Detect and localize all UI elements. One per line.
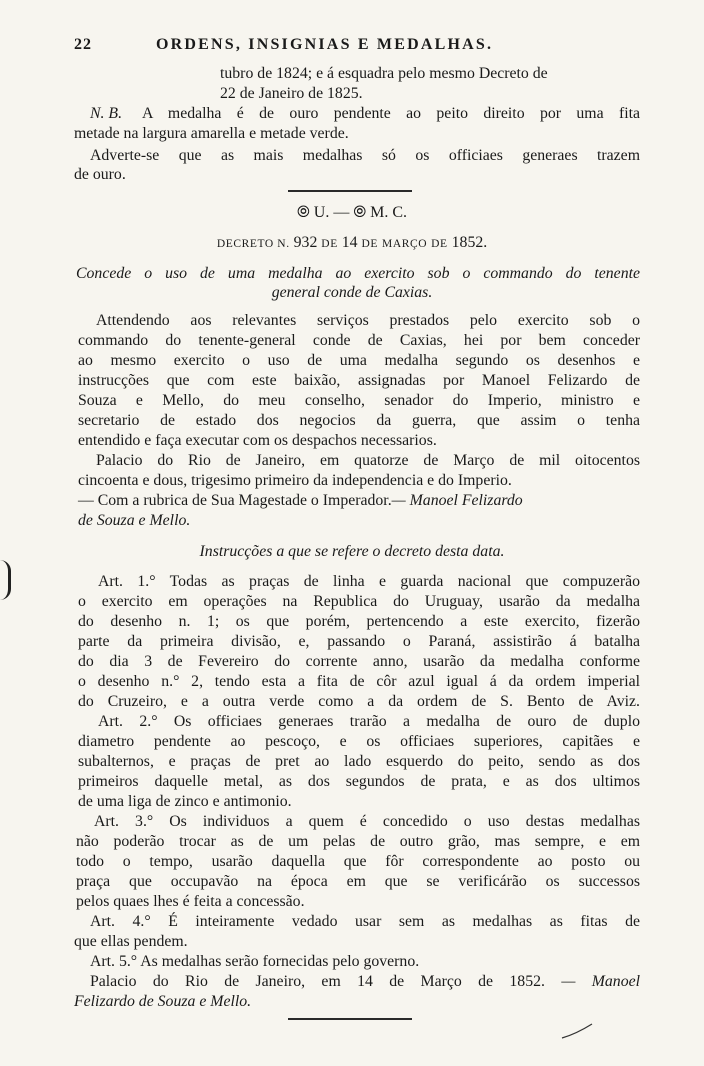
art2-line: subalternos, e praças de pret ao lado esquerdo do peito, sendo as dos <box>78 753 640 770</box>
note-label: N. B. <box>90 105 123 122</box>
rubric-line: — Com a rubrica de Sua Magestade o Imperador.— Manoel Felizardo <box>78 492 523 509</box>
art2-line: primeiros daquelle metal, as dos segundos de prata, e as dos ultimos <box>78 773 640 790</box>
instructions-title: Instrucções a que se refere o decreto desta data. <box>199 543 505 560</box>
end-rule <box>288 1018 412 1020</box>
ornament-line: ⦾ U. — ⦾ M. C. <box>296 204 408 221</box>
signature-line: de Souza e Mello. <box>78 512 191 529</box>
art1-line: o exercito em operações na Republica do Uruguay, usarão da medalha <box>78 593 640 610</box>
art3-line: todo o tempo, usarão daquella que fôr correspondente ao posto ou <box>76 853 640 870</box>
page-header <box>74 36 640 58</box>
decree-summary: Concede o uso de uma medalha ao exercito sob o commando do tenente <box>76 265 640 282</box>
note-line: metade na largura amarella e metade verde. <box>74 125 349 142</box>
art1-line: do dia 3 de Fevereiro do corrente anno, usarão da medalha conforme <box>78 653 640 670</box>
advert-line: de ouro. <box>74 166 126 183</box>
art2-line: de uma liga de zinco e antimonio. <box>78 793 292 810</box>
decree-body-line: Souza e Mello, do meu conselho, senador do Imperio, ministro e <box>78 392 640 409</box>
art2-line: diametro pendente ao pescoço, e os officiaes superiores, capitães e <box>78 733 640 750</box>
art4-line: que ellas pendem. <box>74 933 188 950</box>
margin-bracket <box>0 560 11 600</box>
art3-line: não poderão trocar as de um pelas de outro grão, mas sempre, e em <box>76 833 640 850</box>
art1-line: o desenho n.° 2, tendo esta a fita de côr azul igual á da ordem imperial <box>78 673 640 690</box>
decree-body-line: commando do tenente-general conde de Caxias, hei por bem conceder <box>78 332 640 349</box>
art1-line: do desenho n. 1; os que porém, pertencendo a este exercito, fizerão <box>78 613 640 630</box>
decree-summary: general conde de Caxias. <box>271 284 433 301</box>
art5-line: Art. 5.° As medalhas serão fornecidas pelo governo. <box>90 953 420 970</box>
note-line: A medalha é de ouro pendente ao peito direito por uma fita <box>142 105 640 122</box>
pen-flourish-mark <box>560 1020 594 1040</box>
section-rule <box>288 190 412 192</box>
decree-body-line: entendido e faça executar com os despachos necessarios. <box>78 432 437 449</box>
decree-body-line: Attendendo aos relevantes serviços prestados pelo exercito sob o <box>96 312 640 329</box>
decree-body-line: secretario de estado dos negocios da guerra, que assim o tenha <box>78 412 640 429</box>
art1-line: parte da primeira divisão, e, passando o Paraná, assistirão á batalha <box>78 633 640 650</box>
continuation-line: 22 de Janeiro de 1825. <box>220 85 363 102</box>
art4-line: Art. 4.° É inteiramente vedado usar sem as medalhas as fitas de <box>90 913 640 930</box>
decree-heading: DECRETO N. 932 DE 14 DE MARÇO DE 1852. <box>216 234 488 251</box>
art3-line: pelos quaes lhes é feita a concessão. <box>76 893 305 910</box>
closing-line: Palacio do Rio de Janeiro, em 14 de Março de 1852. — Manoel <box>90 973 640 990</box>
running-title: ORDENS, INSIGNIAS E MEDALHAS. <box>156 36 494 53</box>
art2-line: Art. 2.° Os officiaes generaes trarão a medalha de ouro de duplo <box>98 713 640 730</box>
art3-line: praça que occupavão na época em que se verificárão os successos <box>76 873 640 890</box>
art3-line: Art. 3.° Os individuos a quem é concedido o uso destas medalhas <box>94 813 640 830</box>
palace-line: Palacio do Rio de Janeiro, em quatorze de Março de mil oitocentos <box>96 452 640 469</box>
art1-line: do Cruzeiro, e a outra verde como a da ordem de S. Bento de Aviz. <box>78 693 640 710</box>
decree-body-line: instrucções que com este baixão, assignadas por Manoel Felizardo de <box>78 372 640 389</box>
advert-line: Adverte-se que as mais medalhas só os officiaes generaes trazem <box>90 147 640 164</box>
closing-signature: Felizardo de Souza e Mello. <box>74 993 252 1010</box>
page-number: 22 <box>74 36 92 53</box>
continuation-line: tubro de 1824; e á esquadra pelo mesmo Decreto de <box>220 65 548 82</box>
palace-line: cincoenta e dous, trigesimo primeiro da independencia e do Imperio. <box>78 472 512 489</box>
decree-body-line: ao mesmo exercito o uso de uma medalha segundo os desenhos e <box>78 352 640 369</box>
art1-line: Art. 1.° Todas as praças de linha e guarda nacional que compuzerão <box>98 573 640 590</box>
